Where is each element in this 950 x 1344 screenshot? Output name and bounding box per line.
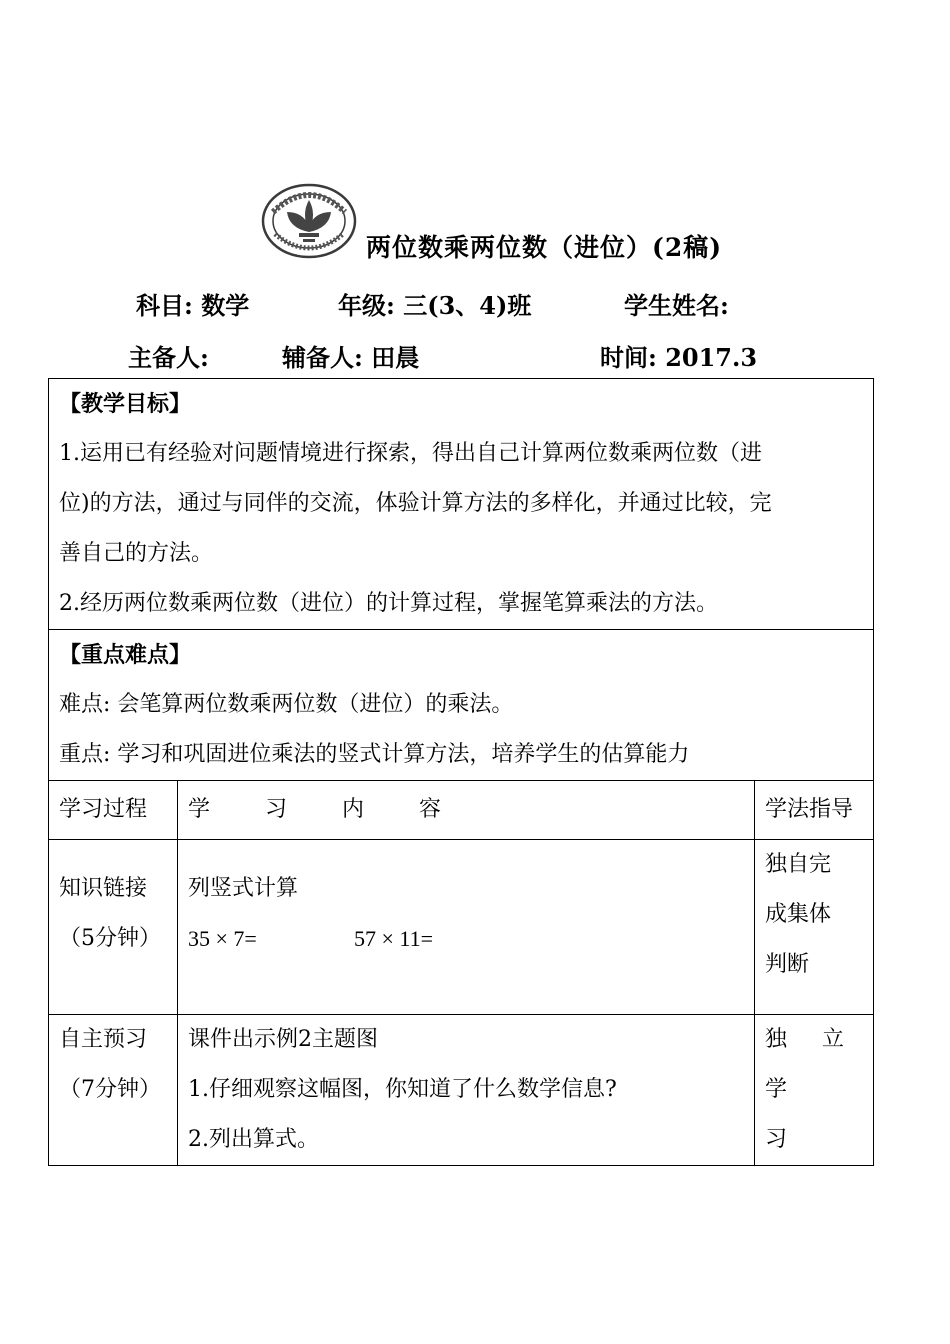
goal-line: 1.运用已有经验对问题情境进行探索，得出自己计算两位数乘两位数（进 <box>59 441 762 466</box>
lesson-plan-table <box>48 378 874 1166</box>
goal-line: 善自己的方法。 <box>59 541 214 566</box>
calc-problem: 57 × 11= <box>354 926 433 951</box>
lead-preparer-label: 主备人: <box>128 343 209 372</box>
header-process: 学习过程 <box>59 797 148 822</box>
content-line: 课件出示例2主题图 <box>188 1027 378 1052</box>
table-row <box>49 1015 874 1166</box>
goal-line: 2.经历两位数乘两位数（进位）的计算过程，掌握笔算乘法的方法。 <box>59 591 718 616</box>
stage-name: 知识链接 <box>59 876 148 901</box>
table-header-row <box>49 781 874 840</box>
assistant-preparer-label: 辅备人: 田晨 <box>282 343 420 372</box>
stage-duration: （7分钟） <box>59 1077 161 1102</box>
guide-line: 独 立 学 <box>765 1027 858 1102</box>
content-line: 列竖式计算 <box>188 876 299 901</box>
goals-heading: 【教学目标】 <box>59 391 192 417</box>
content-line: 2.列出算式。 <box>188 1127 319 1152</box>
guide-line: 判断 <box>765 952 810 977</box>
stage-duration: （5分钟） <box>59 926 161 951</box>
header-content: 学 习 内 容 <box>188 797 465 822</box>
student-name-label: 学生姓名: <box>624 291 729 320</box>
date-label: 时间: 2017.3 <box>600 343 758 372</box>
goal-line: 位)的方法，通过与同伴的交流，体验计算方法的多样化，并通过比较，完 <box>59 491 772 516</box>
subject-label: 科目: 数学 <box>136 291 250 320</box>
focus-heading: 【重点难点】 <box>59 642 192 668</box>
header-guide: 学法指导 <box>765 797 854 822</box>
key-point-text: 重点: 学习和巩固进位乘法的竖式计算方法，培养学生的估算能力 <box>59 742 690 767</box>
grade-label: 年级: 三(3、4)班 <box>338 291 532 320</box>
guide-line: 成集体 <box>765 902 832 927</box>
difficulty-text: 难点: 会笔算两位数乘两位数（进位）的乘法。 <box>59 692 514 717</box>
content-line: 1.仔细观察这幅图，你知道了什么数学信息? <box>188 1077 617 1102</box>
guide-line: 习 <box>765 1127 788 1152</box>
table-row <box>49 840 874 1015</box>
calc-problems <box>188 914 754 965</box>
focus-section <box>49 630 874 781</box>
goals-section <box>49 379 874 630</box>
stage-name: 自主预习 <box>59 1027 148 1052</box>
document-title: 两位数乘两位数（进位）(2稿) <box>366 233 723 262</box>
school-logo <box>259 182 359 260</box>
guide-line: 独自完 <box>765 852 832 877</box>
calc-problem: 35 × 7= <box>188 926 257 951</box>
